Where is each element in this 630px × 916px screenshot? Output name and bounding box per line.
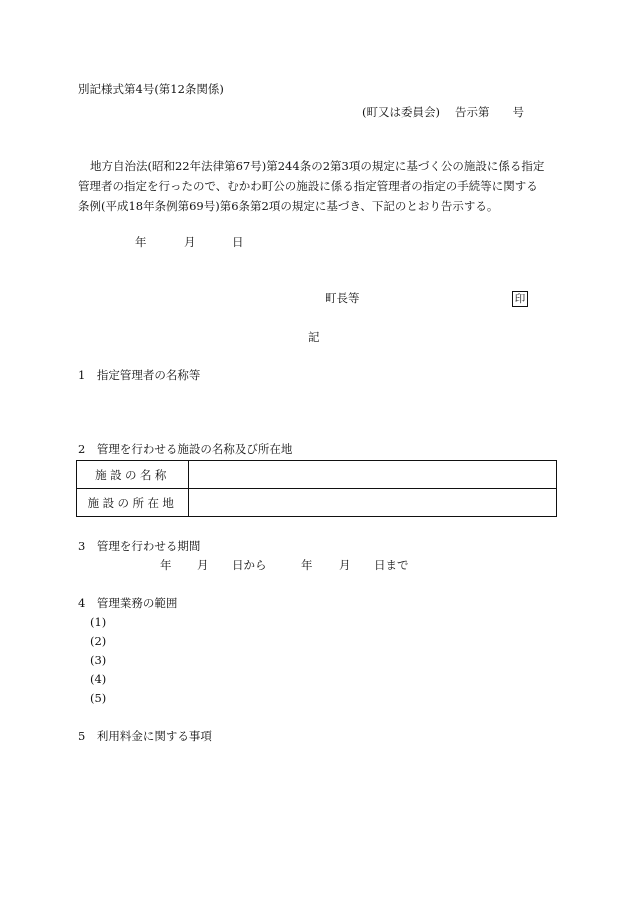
section-5-heading: 5 利用料金に関する事項 (78, 729, 212, 743)
table-row (77, 461, 557, 489)
facility-name-label: 施設の名称 (77, 461, 189, 489)
period-start-day: 日から (232, 558, 267, 572)
seal-mark: 印 (512, 291, 528, 307)
list-item: (1) (90, 615, 107, 629)
signer-label: 町長等 (325, 291, 360, 305)
list-item: (5) (90, 691, 107, 705)
section-2-heading: 2 管理を行わせる施設の名称及び所在地 (78, 442, 293, 456)
body-line-3: 条例(平成18年条例第69号)第6条第2項の規定に基づき、下記のとおり告示する。 (78, 199, 499, 213)
ki-heading: 記 (308, 330, 320, 344)
list-item: (2) (90, 634, 107, 648)
form-id: 別記様式第4号(第12条関係) (78, 82, 224, 96)
date-day: 日 (232, 235, 244, 249)
notice-issuer: (町又は委員会) (362, 105, 440, 119)
section-3-heading: 3 管理を行わせる期間 (78, 539, 201, 553)
body-paragraph (78, 156, 564, 216)
period-start-month: 月 (197, 558, 209, 572)
body-line-1: 地方自治法(昭和22年法律第67号)第244条の2第3項の規定に基づく公の施設に係る指定 (90, 159, 545, 173)
body-line-2: 管理者の指定を行ったので、むかわ町公の施設に係る指定管理者の指定の手続等に関する (78, 179, 538, 193)
period-end-month: 月 (339, 558, 351, 572)
table-row (77, 489, 557, 517)
notice-number: 告示第 号 (455, 105, 524, 119)
list-item: (3) (90, 653, 107, 667)
date-month: 月 (184, 235, 196, 249)
date-year: 年 (135, 235, 147, 249)
section-4-heading: 4 管理業務の範囲 (78, 596, 178, 610)
period-end-day: 日まで (374, 558, 409, 572)
section-1-heading: 1 指定管理者の名称等 (78, 368, 201, 382)
facility-location-label: 施設の所在地 (77, 489, 189, 517)
period-start-year: 年 (160, 558, 172, 572)
facility-location-value (189, 489, 557, 517)
facility-name-value (189, 461, 557, 489)
period-end-year: 年 (301, 558, 313, 572)
list-item: (4) (90, 672, 107, 686)
facility-table (76, 460, 557, 517)
